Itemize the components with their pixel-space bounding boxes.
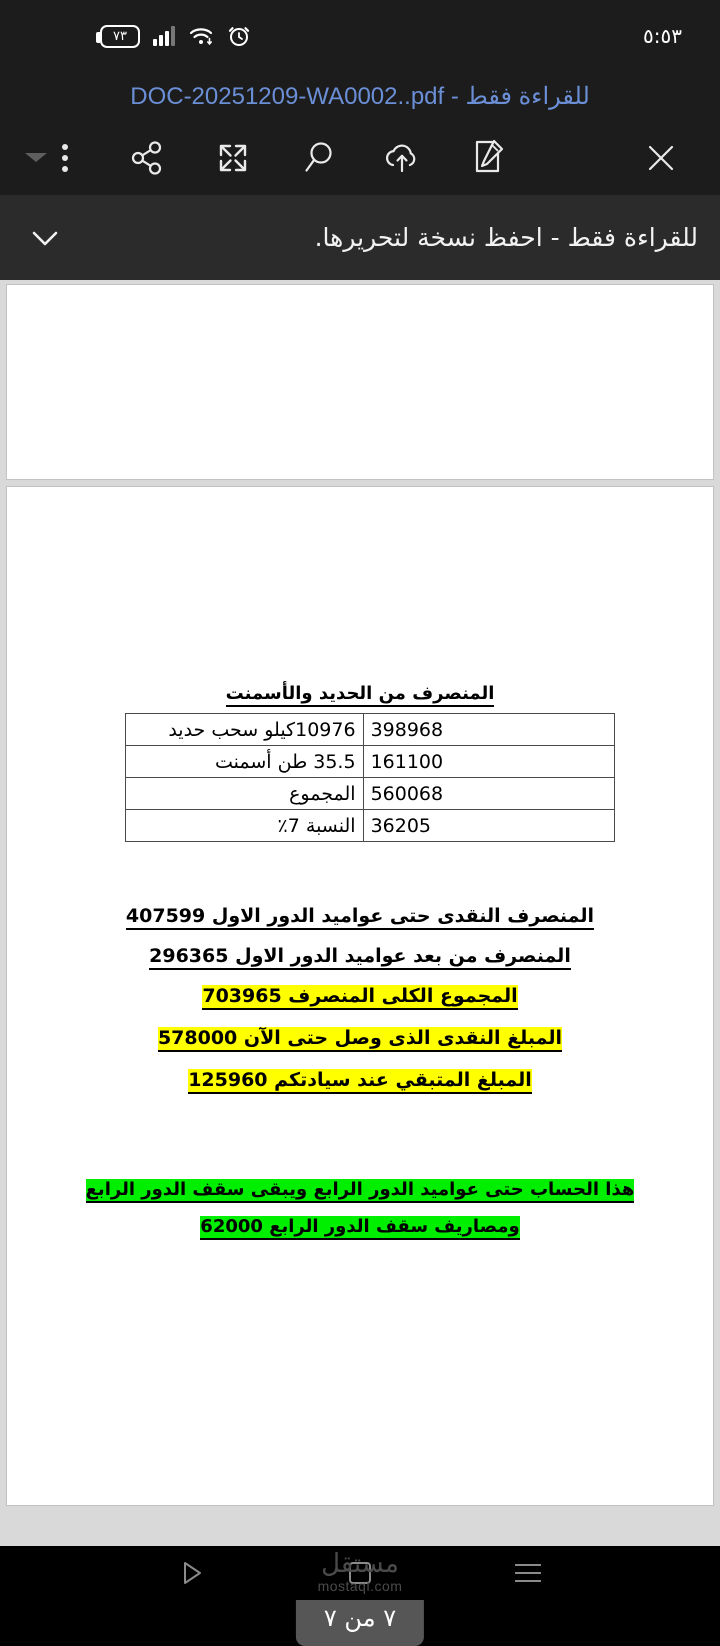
search-button[interactable] [292, 131, 346, 185]
table-row [126, 714, 615, 746]
share-icon [128, 139, 166, 177]
viewer-toolbar [0, 120, 720, 195]
statement-line-highlighted [111, 985, 609, 1007]
recents-icon [515, 1564, 541, 1582]
close-icon [644, 141, 678, 175]
search-icon [300, 139, 338, 177]
read-only-banner [0, 195, 720, 280]
statement-text: المبلغ النقدى الذى وصل حتى الآن 578000 [158, 1027, 562, 1052]
table-cell-label: المجموع [126, 778, 364, 810]
statement-line-highlighted [111, 1069, 609, 1091]
alarm-icon [227, 24, 251, 48]
system-navigation-bar [0, 1546, 720, 1600]
notes-block [7, 1179, 713, 1253]
document-title: DOC-20251209-WA0002..pdf - للقراءة فقط [130, 82, 590, 110]
overflow-menu-icon [62, 144, 68, 172]
banner-expand-button[interactable] [0, 226, 90, 250]
cloud-upload-icon [382, 140, 422, 176]
statement-text: المبلغ المتبقي عند سيادتكم 125960 [188, 1069, 532, 1094]
title-row [0, 72, 720, 120]
table-cell-value: 161100 [363, 746, 614, 778]
cloud-upload-button[interactable] [375, 131, 429, 185]
page-indicator: ٧ من ٧ [296, 1590, 424, 1646]
statement-line [111, 905, 609, 927]
table-cell-value: 398968 [363, 714, 614, 746]
note-line-highlighted [37, 1216, 683, 1237]
table-row [126, 746, 615, 778]
edit-document-icon [468, 138, 506, 178]
fullscreen-button[interactable] [206, 131, 260, 185]
note-text: هذا الحساب حتى عواميد الدور الرابع ويبقى سقف الدور الرابع [86, 1179, 635, 1203]
pdf-page-previous[interactable] [6, 284, 714, 480]
table-cell-label: 10976كيلو سحب حديد [126, 714, 364, 746]
table-cell-label: 35.5 طن أسمنت [126, 746, 364, 778]
nav-back-button[interactable] [142, 1546, 242, 1600]
statements-block [7, 905, 713, 1111]
note-line-highlighted [37, 1179, 683, 1200]
table-cell-value: 36205 [363, 810, 614, 842]
note-text: ومصاريف سقف الدور الرابع 62000 [200, 1216, 519, 1240]
nav-home-button[interactable] [310, 1546, 410, 1600]
back-icon [179, 1559, 205, 1587]
sheet-title [7, 683, 713, 704]
chevron-down-icon [28, 226, 62, 250]
statement-text: المجموع الكلى المنصرف 703965 [202, 985, 517, 1010]
table-cell-value: 560068 [363, 778, 614, 810]
chevron-down-icon [25, 153, 47, 162]
sheet-title-text: المنصرف من الحديد والأسمنت [226, 683, 495, 707]
status-bar [0, 0, 720, 72]
watermark-latin: mostaql.com [317, 1578, 403, 1594]
wifi-icon [188, 25, 214, 47]
fullscreen-icon [215, 140, 251, 176]
overflow-menu-button[interactable] [48, 131, 82, 185]
statement-line-highlighted [111, 1027, 609, 1049]
table-row [126, 810, 615, 842]
watermark-arabic: مستقل [321, 1548, 399, 1579]
table-cell-label: النسبة 7٪ [126, 810, 364, 842]
statement-line [111, 945, 609, 967]
read-only-banner-message: للقراءة فقط - احفظ نسخة لتحريرها. [314, 223, 698, 252]
statement-text: المنصرف من بعد عواميد الدور الاول 296365 [149, 945, 571, 970]
table-row [126, 778, 615, 810]
share-button[interactable] [120, 131, 174, 185]
edit-document-button[interactable] [460, 131, 514, 185]
close-button[interactable] [634, 131, 688, 185]
nav-recents-button[interactable] [478, 1546, 578, 1600]
expenses-table [125, 713, 615, 842]
status-bar-clock: ٥:٥٣ [643, 24, 682, 48]
battery-level-text: ٧٣ [113, 28, 127, 44]
home-icon [349, 1562, 371, 1584]
status-bar-left-group [100, 24, 251, 48]
statement-text: المنصرف النقدى حتى عواميد الدور الاول 407599 [126, 905, 594, 930]
signal-icon [153, 26, 175, 46]
battery-icon [100, 25, 140, 48]
